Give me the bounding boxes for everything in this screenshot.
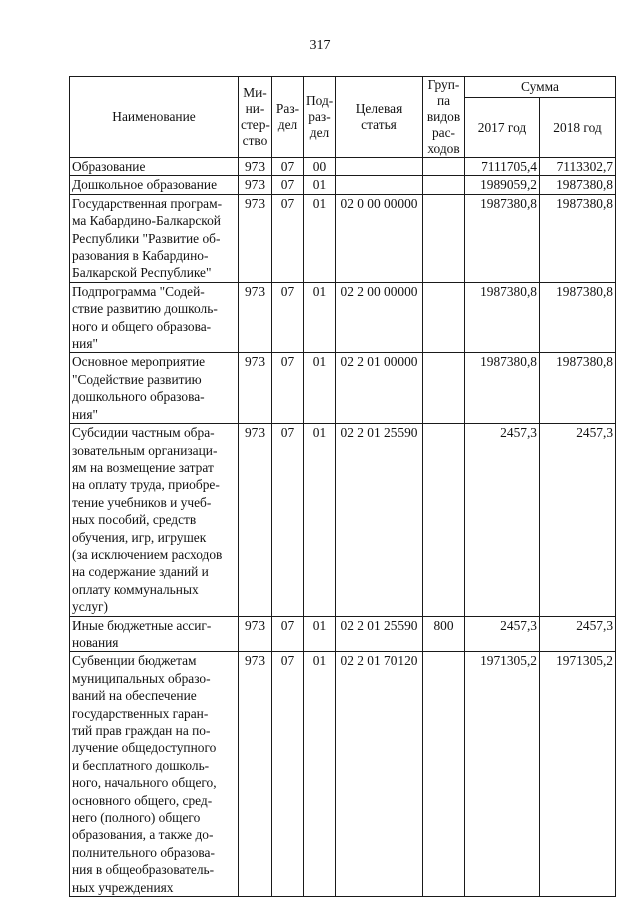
cell-name: Образование bbox=[70, 158, 239, 176]
cell-ministry: 973 bbox=[239, 194, 272, 282]
table-row bbox=[70, 176, 616, 194]
header-section bbox=[272, 77, 304, 158]
cell-2017: 1971305,2 bbox=[465, 652, 540, 897]
header-subsection-text: Под- раз- дел bbox=[306, 93, 334, 140]
cell-name: Основное мероприятие "Содействие развитию дошкольного образова- ния" bbox=[70, 353, 239, 424]
cell-2017: 2457,3 bbox=[465, 616, 540, 652]
cell-section: 07 bbox=[272, 194, 304, 282]
cell-2017: 1987380,8 bbox=[465, 194, 540, 282]
cell-name: Субсидии частным обра- зовательным организаци- ям на возмещение затрат на оплату труда, приобре- тение учебников и учеб- ных пособий, средств обучения, игр, игрушек (за исключением расходов на содержание зданий и оплату коммунальных услуг) bbox=[70, 424, 239, 616]
cell-2017: 1987380,8 bbox=[465, 282, 540, 353]
table-row bbox=[70, 282, 616, 353]
cell-group bbox=[423, 194, 465, 282]
cell-2018: 7113302,7 bbox=[540, 158, 616, 176]
cell-2018: 1987380,8 bbox=[540, 282, 616, 353]
header-ministry bbox=[239, 77, 272, 158]
cell-subsection: 00 bbox=[304, 158, 336, 176]
cell-section: 07 bbox=[272, 282, 304, 353]
header-target bbox=[336, 77, 423, 158]
cell-ministry: 973 bbox=[239, 616, 272, 652]
header-subsection bbox=[304, 77, 336, 158]
table-row bbox=[70, 158, 616, 176]
cell-name: Государственная програм- ма Кабардино-Балкарской Республики "Развитие об- разования в Кабардино- Балкарской Республике" bbox=[70, 194, 239, 282]
cell-group bbox=[423, 282, 465, 353]
cell-subsection: 01 bbox=[304, 652, 336, 897]
cell-target: 02 2 01 25590 bbox=[336, 616, 423, 652]
cell-2018: 2457,3 bbox=[540, 616, 616, 652]
cell-2018: 1987380,8 bbox=[540, 194, 616, 282]
cell-section: 07 bbox=[272, 158, 304, 176]
cell-ministry: 973 bbox=[239, 353, 272, 424]
cell-2018: 1987380,8 bbox=[540, 176, 616, 194]
cell-target: 02 2 01 00000 bbox=[336, 353, 423, 424]
cell-target bbox=[336, 176, 423, 194]
table-row bbox=[70, 616, 616, 652]
table-row bbox=[70, 194, 616, 282]
cell-subsection: 01 bbox=[304, 176, 336, 194]
cell-target: 02 2 01 70120 bbox=[336, 652, 423, 897]
cell-2018: 2457,3 bbox=[540, 424, 616, 616]
cell-2018: 1971305,2 bbox=[540, 652, 616, 897]
table-body bbox=[70, 158, 616, 897]
header-target-text: Целевая статья bbox=[355, 101, 403, 132]
cell-target bbox=[336, 158, 423, 176]
cell-2017: 2457,3 bbox=[465, 424, 540, 616]
cell-2017: 1987380,8 bbox=[465, 353, 540, 424]
cell-group bbox=[423, 158, 465, 176]
cell-ministry: 973 bbox=[239, 652, 272, 897]
cell-subsection: 01 bbox=[304, 424, 336, 616]
header-2017: 2017 год bbox=[465, 98, 540, 158]
header-ministry-text: Ми- ни- стер- ство bbox=[241, 85, 270, 148]
cell-name: Субвенции бюджетам муниципальных образо- ваний на обеспечение государственных гаран- тий прав граждан на по- лучение общедоступного и бесплатного дошколь- ного, начального общего, основного общего, сред- него (полного) общего образования, а также до- полнительного образова- ния в общеобразователь- ных учреждениях bbox=[70, 652, 239, 897]
cell-group: 800 bbox=[423, 616, 465, 652]
cell-subsection: 01 bbox=[304, 616, 336, 652]
header-group-text: Груп- па видов рас- ходов bbox=[426, 77, 461, 156]
cell-target: 02 2 01 25590 bbox=[336, 424, 423, 616]
table-row bbox=[70, 652, 616, 897]
cell-target: 02 0 00 00000 bbox=[336, 194, 423, 282]
cell-2017: 7111705,4 bbox=[465, 158, 540, 176]
budget-table bbox=[69, 76, 616, 897]
cell-ministry: 973 bbox=[239, 158, 272, 176]
cell-ministry: 973 bbox=[239, 424, 272, 616]
cell-2018: 1987380,8 bbox=[540, 353, 616, 424]
header-2018: 2018 год bbox=[540, 98, 616, 158]
cell-name: Дошкольное образование bbox=[70, 176, 239, 194]
cell-ministry: 973 bbox=[239, 282, 272, 353]
cell-section: 07 bbox=[272, 353, 304, 424]
cell-2017: 1989059,2 bbox=[465, 176, 540, 194]
page-number: 317 bbox=[309, 38, 331, 53]
cell-name: Иные бюджетные ассиг- нования bbox=[70, 616, 239, 652]
cell-subsection: 01 bbox=[304, 282, 336, 353]
cell-section: 07 bbox=[272, 616, 304, 652]
cell-subsection: 01 bbox=[304, 194, 336, 282]
cell-group bbox=[423, 652, 465, 897]
header-group bbox=[423, 77, 465, 158]
cell-target: 02 2 00 00000 bbox=[336, 282, 423, 353]
table-row bbox=[70, 353, 616, 424]
cell-group bbox=[423, 424, 465, 616]
cell-ministry: 973 bbox=[239, 176, 272, 194]
header-name: Наименование bbox=[70, 77, 239, 158]
cell-group bbox=[423, 353, 465, 424]
cell-name: Подпрограмма "Содей- ствие развитию дошколь- ного и общего образова- ния" bbox=[70, 282, 239, 353]
cell-group bbox=[423, 176, 465, 194]
table-row bbox=[70, 424, 616, 616]
header-section-text: Раз- дел bbox=[275, 101, 300, 132]
cell-section: 07 bbox=[272, 176, 304, 194]
cell-section: 07 bbox=[272, 424, 304, 616]
header-sum: Сумма bbox=[465, 77, 616, 98]
cell-subsection: 01 bbox=[304, 353, 336, 424]
cell-section: 07 bbox=[272, 652, 304, 897]
